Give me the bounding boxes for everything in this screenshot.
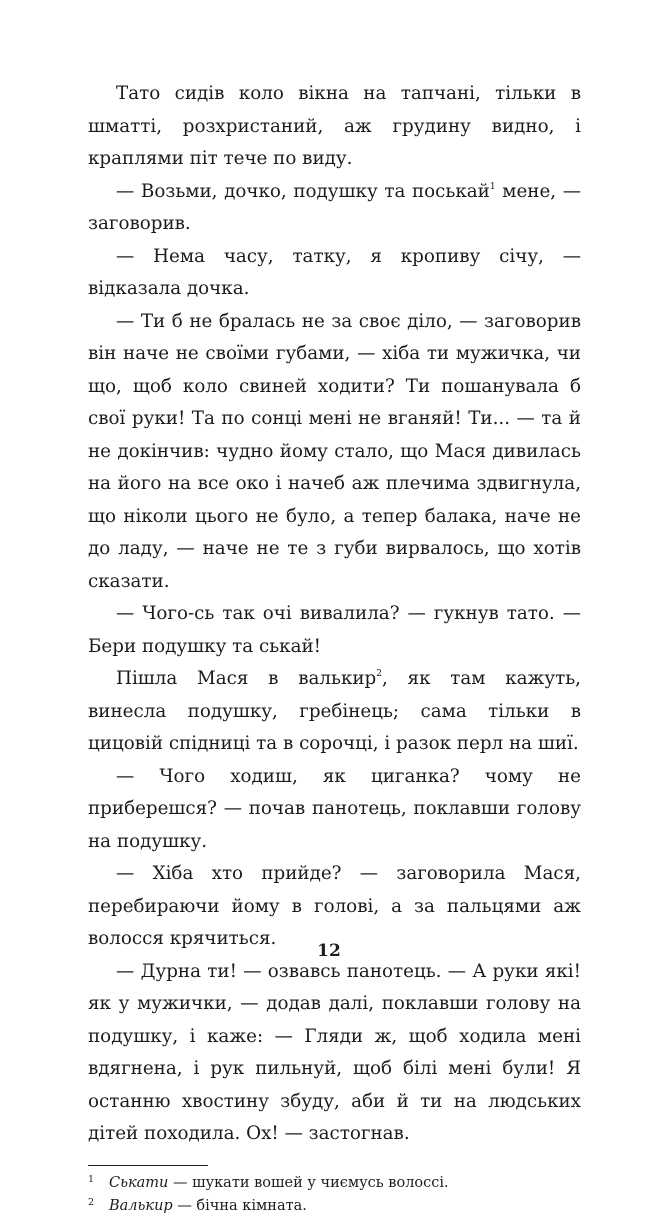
paragraph-3 xyxy=(88,241,581,306)
paragraph-4 xyxy=(88,306,581,599)
paragraph-text: — Ти б не бралась не за своє діло, — заговорив він наче не своїми губами, — хіба ти мужичка, чи що, щоб коло свиней ходити? Ти пошанувала б свої руки! Та по сонці мені не вганяй! Ти... — та й не докінчив: чудно йому стало, що Мася дивилась на його на все око і начеб аж плечима здвигнула, що ніколи цього не було, а тепер балака, наче не до ладу, — наче не те з губи вирвалось, що хотів сказати. xyxy=(88,310,581,592)
paragraph-text: Тато сидів коло вікна на тапчані, тільки в шматті, розхристаний, аж грудину видно, і краплями піт тече по виду. xyxy=(88,83,581,169)
paragraph-text: мене, — заговорив. xyxy=(88,180,581,234)
footnote-1 xyxy=(88,1172,581,1195)
page-body xyxy=(88,78,581,1218)
paragraph-text: — Хіба хто прийде? — заговорила Мася, перебираючи йому в голові, а за пальцями аж волосся крячиться. xyxy=(88,863,581,949)
footnote-2 xyxy=(88,1195,581,1218)
paragraph-5 xyxy=(88,598,581,663)
footnote-term: Валькир xyxy=(109,1197,173,1214)
footnote-mark: 1 xyxy=(88,1173,95,1185)
paragraph-text: Пішла Мася в валькир xyxy=(116,668,377,689)
footnote-reference-2[interactable]: 2 xyxy=(376,669,382,679)
page-number: 12 xyxy=(317,941,341,961)
footnote-text: — бічна кімната. xyxy=(172,1197,307,1214)
paragraph-7 xyxy=(88,761,581,859)
paragraph-6 xyxy=(88,663,581,761)
footnote-reference-1[interactable]: 1 xyxy=(489,181,496,192)
paragraph-text: , як там кажуть, винесла подушку, гребінець; сама тільки в цицовій спідниці та в сорочці, і разок перл на шиї. xyxy=(88,668,581,754)
paragraph-text: — Возьми, дочко, подушку та поськай xyxy=(116,180,490,202)
paragraph-1 xyxy=(88,78,581,176)
footnote-term: Ськати xyxy=(109,1174,169,1191)
footnote-mark: 2 xyxy=(88,1196,95,1208)
footnote-divider xyxy=(88,1165,208,1166)
paragraph-text: — Нема часу, татку, я кропиву січу, — відказала дочка. xyxy=(88,245,581,299)
paragraph-2 xyxy=(88,176,581,241)
footnote-text: — шукати вошей у чиємусь волоссі. xyxy=(168,1174,449,1191)
paragraph-9 xyxy=(88,956,581,1151)
paragraph-text: — Чого ходиш, як циганка? чому не приберешся? — почав панотець, поклавши голову на подушку. xyxy=(88,765,581,852)
paragraph-text: — Дурна ти! — озвавсь панотець. — А руки які! як у мужички, — додав далі, поклавши голову на подушку, і каже: — Гляди ж, щоб ходила мені вдягнена, і рук пильнуй, щоб білі мені були! Я останню хвостину збуду, аби й ти на людських дітей походила. Ох! — застогнав. xyxy=(88,960,581,1144)
paragraph-text: — Чого-сь так очі вивалила? — гукнув тато. — Бери подушку та ськай! xyxy=(88,603,581,657)
